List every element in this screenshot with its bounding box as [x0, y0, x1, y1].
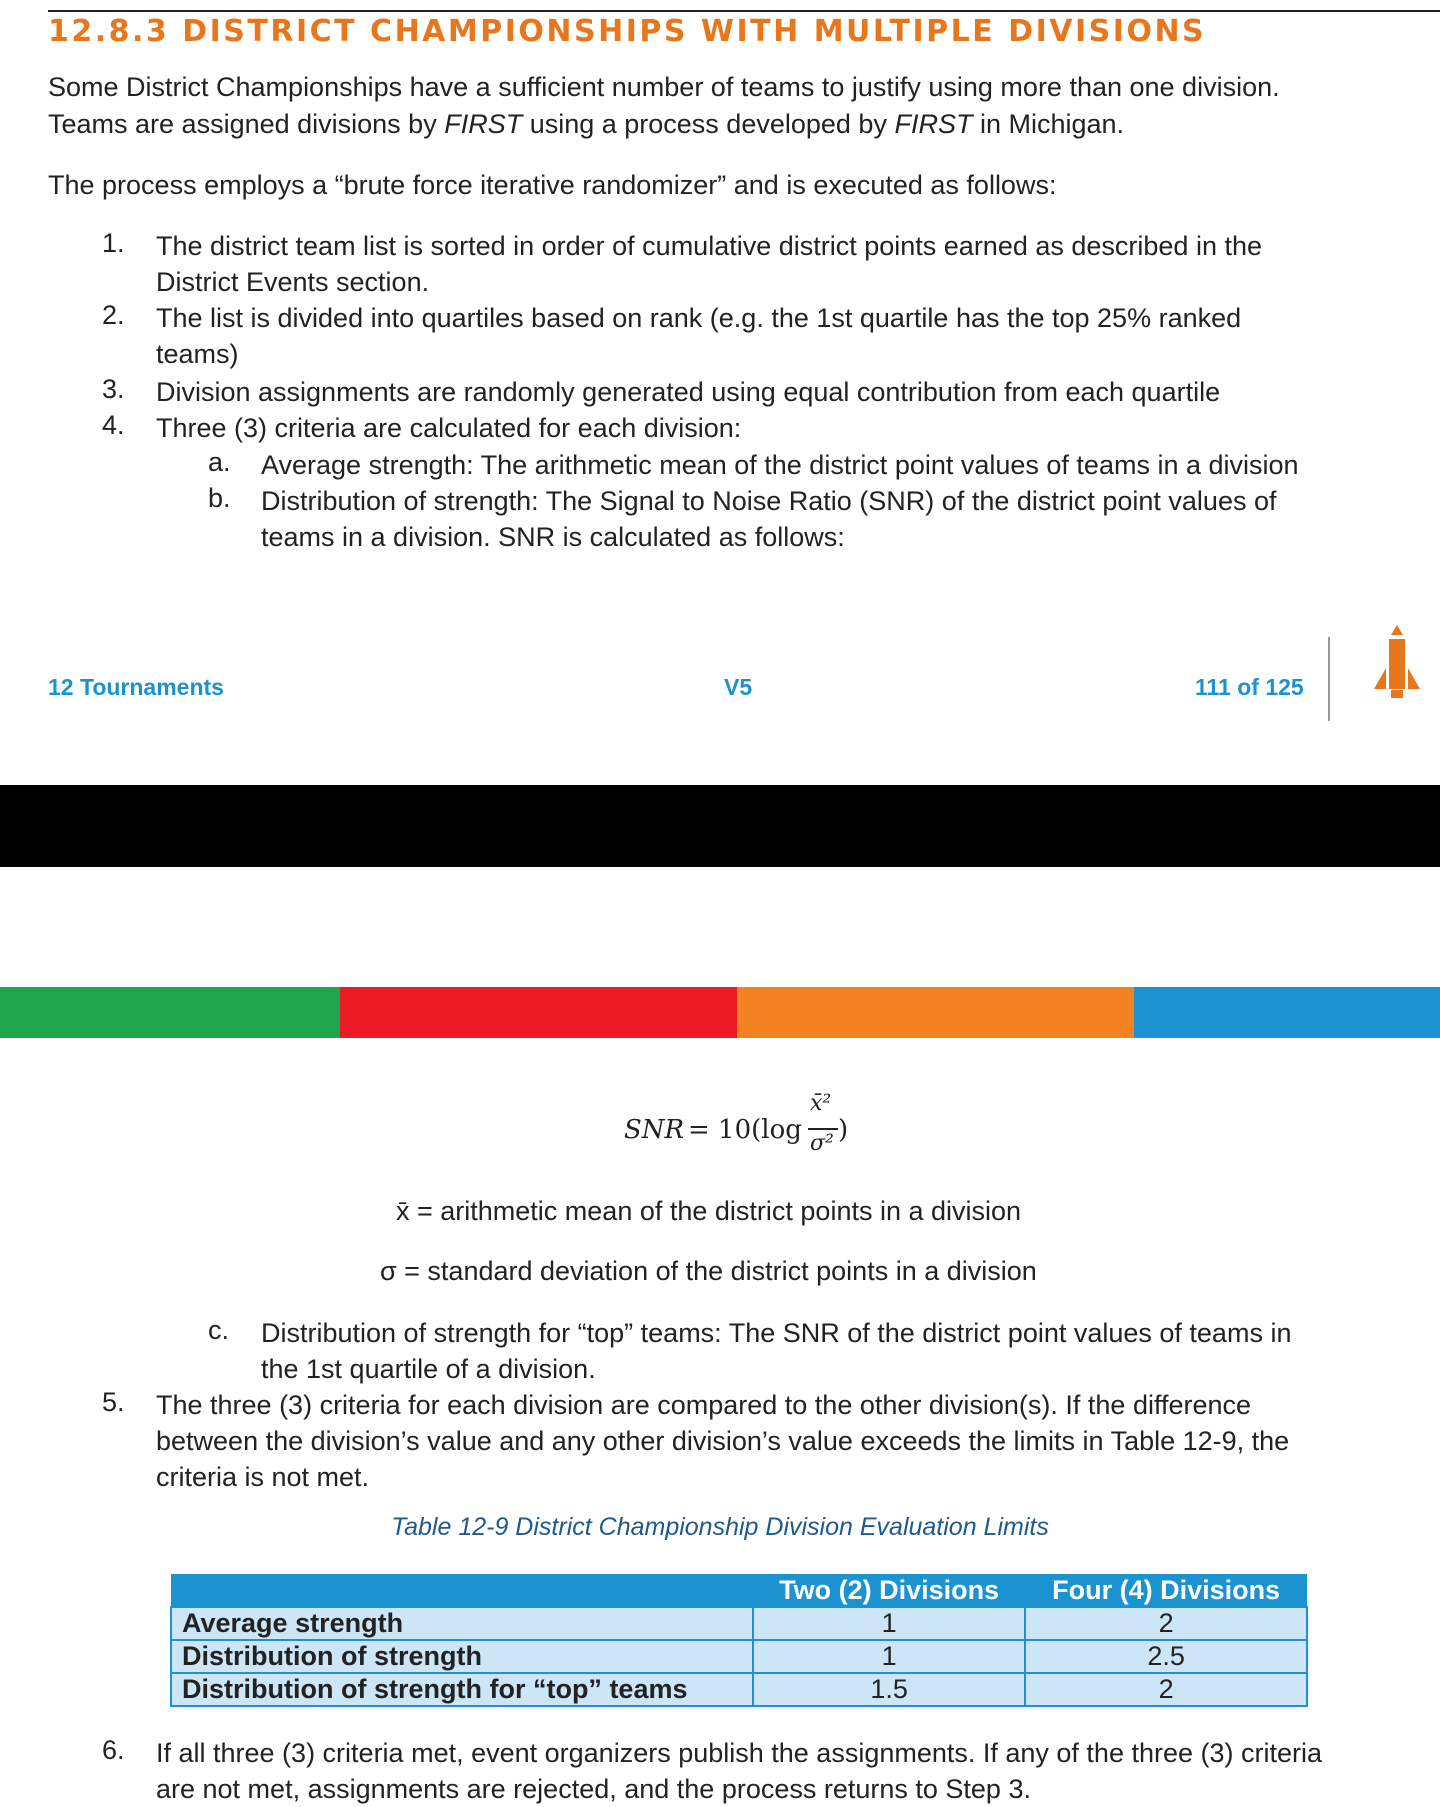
two-divisions-value: 1 — [753, 1607, 1025, 1640]
footer-page-number: 111 of 125 — [1195, 674, 1304, 700]
table-header-row — [171, 1574, 1307, 1607]
list-number: 5. — [102, 1387, 125, 1417]
colorbar-red — [340, 987, 737, 1038]
two-divisions-value: 1 — [753, 1640, 1025, 1673]
footer-version: V5 — [724, 674, 753, 700]
four-divisions-value: 2 — [1025, 1607, 1307, 1640]
process-line: The process employs a “brute force iterative randomizer” and is executed as follows: — [48, 170, 1057, 200]
sublist-item-b: Distribution of strength: The Signal to Noise Ratio (SNR) of the district point values of teams in a division. SNR is calculated as follows: — [261, 486, 1277, 552]
table-header-two-divisions: Two (2) Divisions — [753, 1574, 1025, 1607]
formula-denominator: σ² — [810, 1131, 834, 1156]
list-item-1: The district team list is sorted in order of cumulative district points earned as described in the District Events section. — [156, 231, 1262, 297]
section-title: 12.8.3 DISTRICT CHAMPIONSHIPS WITH MULTIPLE DIVISIONS — [48, 14, 1207, 49]
formula-equals: = 10(log — [688, 1115, 802, 1145]
colorbar-green — [0, 987, 340, 1038]
table-header-four-divisions: Four (4) Divisions — [1025, 1574, 1307, 1607]
list-number: 2. — [102, 300, 125, 330]
list-number: 3. — [102, 374, 125, 404]
xbar-definition: x̄ = arithmetic mean of the district points in a division — [396, 1196, 1022, 1226]
sigma-definition: σ = standard deviation of the district points in a division — [380, 1256, 1037, 1286]
evaluation-limits-table — [170, 1574, 1308, 1707]
table-header-blank — [171, 1574, 753, 1607]
list-item-2: The list is divided into quartiles based on rank (e.g. the 1st quartile has the top 25% ranked teams) — [156, 303, 1242, 369]
colorbar-orange — [737, 987, 1134, 1038]
intro-line-1: Some District Championships have a sufficient number of teams to justify using more than one division. — [48, 72, 1280, 102]
top-rule — [48, 10, 1440, 12]
list-number: 4. — [102, 410, 125, 440]
intro-line-2: Teams are assigned divisions by FIRST using a process developed by FIRST in Michigan. — [48, 109, 1125, 139]
table-row — [171, 1607, 1307, 1640]
table-row — [171, 1673, 1307, 1706]
sublist-letter: a. — [208, 447, 231, 477]
table-caption: Table 12-9 District Championship Division Evaluation Limits — [391, 1513, 1049, 1541]
list-item-3: Division assignments are randomly generated using equal contribution from each quartile — [156, 377, 1221, 407]
list-number: 1. — [102, 228, 125, 258]
list-item-6: If all three (3) criteria met, event organizers publish the assignments. If any of the three (3) criteria are not met, assignments are rejected, and the process returns to Step 3. — [156, 1738, 1323, 1804]
two-divisions-value: 1.5 — [753, 1673, 1025, 1706]
sublist-item-a: Average strength: The arithmetic mean of the district point values of teams in a division — [261, 450, 1299, 480]
formula-close: ) — [838, 1115, 849, 1145]
footer-divider — [1328, 637, 1330, 721]
colorbar-blue — [1134, 987, 1440, 1038]
formula-lhs: SNR — [624, 1115, 685, 1145]
rocket-logo-icon — [1362, 622, 1432, 712]
list-item-4: Three (3) criteria are calculated for each division: — [156, 413, 742, 443]
snr-formula — [624, 1091, 864, 1165]
four-divisions-value: 2.5 — [1025, 1640, 1307, 1673]
sublist-letter: c. — [208, 1315, 230, 1345]
row-label: Average strength — [171, 1607, 753, 1640]
row-label: Distribution of strength — [171, 1640, 753, 1673]
page-break-band — [0, 785, 1440, 867]
sublist-letter: b. — [208, 483, 231, 513]
table-row — [171, 1640, 1307, 1673]
formula-numerator: x̄² — [810, 1091, 832, 1116]
row-label: Distribution of strength for “top” teams — [171, 1673, 753, 1706]
list-number: 6. — [102, 1735, 125, 1765]
footer-chapter: 12 Tournaments — [48, 674, 224, 700]
list-item-5: The three (3) criteria for each division are compared to the other division(s). If the difference between the division’s value and any other division’s value exceeds the limits in Table 12-9, the criteria is not met. — [156, 1390, 1290, 1492]
sublist-item-c: Distribution of strength for “top” teams: The SNR of the district point values of teams in the 1st quartile of a division. — [261, 1318, 1292, 1384]
fraction-bar — [808, 1128, 838, 1130]
four-divisions-value: 2 — [1025, 1673, 1307, 1706]
